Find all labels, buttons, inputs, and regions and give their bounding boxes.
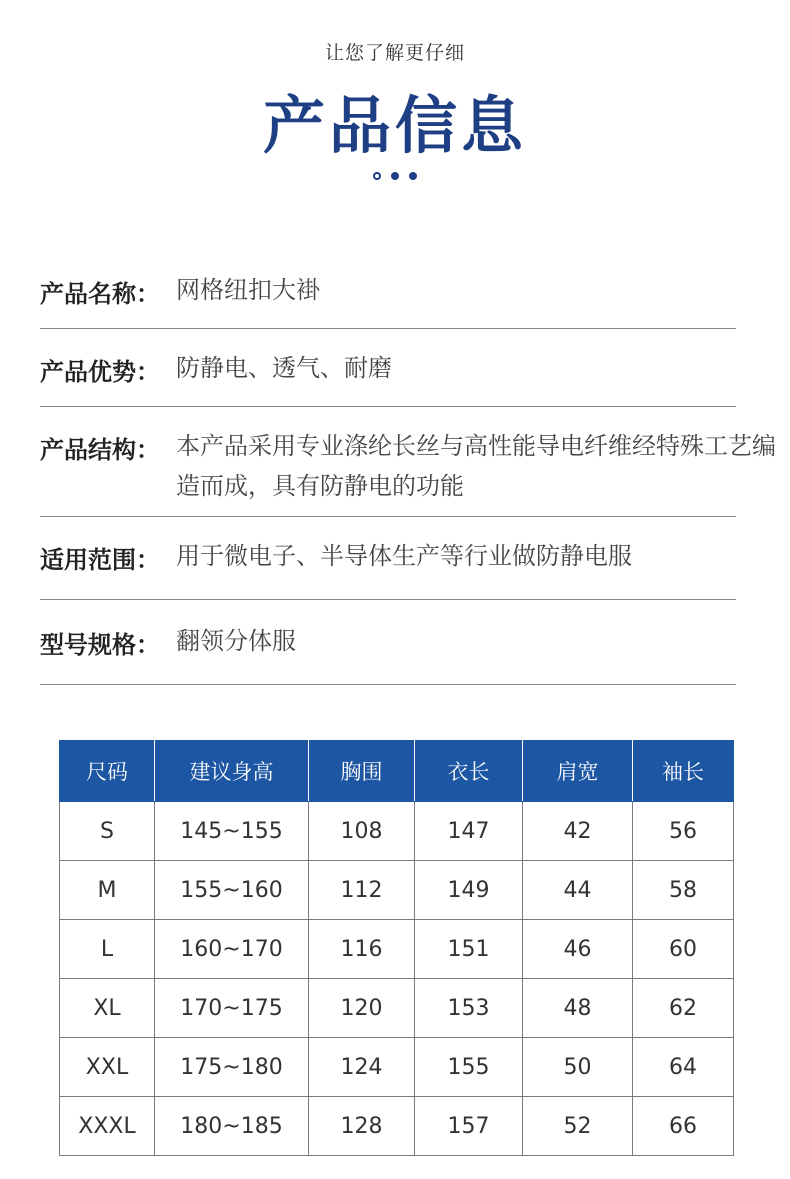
- table-cell: 160~170: [155, 920, 309, 979]
- table-cell: 124: [309, 1038, 415, 1097]
- table-cell: 155: [415, 1038, 523, 1097]
- page-title: 产品信息: [262, 89, 527, 162]
- table-cell: 180~185: [155, 1097, 309, 1156]
- table-cell: 60: [633, 920, 734, 979]
- table-cell: 112: [309, 861, 415, 920]
- info-row-structure: [40, 406, 776, 517]
- table-cell: 50: [523, 1038, 633, 1097]
- header-height: 建议身高: [155, 741, 309, 802]
- table-cell: S: [60, 802, 155, 861]
- info-row-model: [40, 599, 736, 685]
- table-cell: 46: [523, 920, 633, 979]
- table-row: [60, 1097, 734, 1156]
- header-size: 尺码: [60, 741, 155, 802]
- table-cell: 175~180: [155, 1038, 309, 1097]
- table-row: [60, 1038, 734, 1097]
- table-cell: 42: [523, 802, 633, 861]
- info-row-advantage: [40, 328, 736, 407]
- table-cell: 48: [523, 979, 633, 1038]
- table-cell: 52: [523, 1097, 633, 1156]
- info-label: 产品名称：: [40, 280, 160, 308]
- table-cell: 62: [633, 979, 734, 1038]
- table-cell: 157: [415, 1097, 523, 1156]
- table-cell: L: [60, 920, 155, 979]
- table-cell: XL: [60, 979, 155, 1038]
- table-cell: 56: [633, 802, 734, 861]
- dot-icon: [373, 172, 381, 180]
- info-value: 网格纽扣大褂: [176, 276, 320, 304]
- table-cell: 170~175: [155, 979, 309, 1038]
- page-subtitle: 让您了解更仔细: [324, 42, 465, 64]
- table-row: [60, 979, 734, 1038]
- table-cell: 145~155: [155, 802, 309, 861]
- table-cell: 58: [633, 861, 734, 920]
- size-table: [59, 740, 734, 1156]
- table-cell: XXL: [60, 1038, 155, 1097]
- table-cell: 155~160: [155, 861, 309, 920]
- table-row: [60, 861, 734, 920]
- header-shoulder: 肩宽: [523, 741, 633, 802]
- table-cell: 149: [415, 861, 523, 920]
- dot-icon: [391, 172, 399, 180]
- header-length: 衣长: [415, 741, 523, 802]
- table-header-row: [60, 741, 734, 802]
- info-row-name: [40, 250, 736, 329]
- header-sleeve: 袖长: [633, 741, 734, 802]
- header-chest: 胸围: [309, 741, 415, 802]
- table-cell: M: [60, 861, 155, 920]
- dot-icon: [409, 172, 417, 180]
- table-cell: 128: [309, 1097, 415, 1156]
- table-cell: 66: [633, 1097, 734, 1156]
- table-cell: 147: [415, 802, 523, 861]
- table-row: [60, 920, 734, 979]
- table-cell: 64: [633, 1038, 734, 1097]
- info-value: 用于微电子、半导体生产等行业做防静电服: [176, 542, 632, 570]
- info-value: 防静电、透气、耐磨: [176, 354, 392, 382]
- info-label: 适用范围：: [40, 546, 160, 574]
- info-value: 翻领分体服: [176, 627, 296, 655]
- table-cell: 108: [309, 802, 415, 861]
- table-cell: XXXL: [60, 1097, 155, 1156]
- info-label: 产品结构：: [40, 436, 160, 464]
- info-row-scope: [40, 516, 736, 600]
- info-label: 型号规格：: [40, 631, 160, 659]
- decorative-dots: [0, 172, 790, 180]
- table-cell: 151: [415, 920, 523, 979]
- info-label: 产品优势：: [40, 358, 160, 386]
- table-cell: 120: [309, 979, 415, 1038]
- info-value: 本产品采用专业涤纶长丝与高性能导电纤维经特殊工艺编造而成，具有防静电的功能: [176, 432, 776, 500]
- table-cell: 116: [309, 920, 415, 979]
- table-cell: 153: [415, 979, 523, 1038]
- table-cell: 44: [523, 861, 633, 920]
- table-row: [60, 802, 734, 861]
